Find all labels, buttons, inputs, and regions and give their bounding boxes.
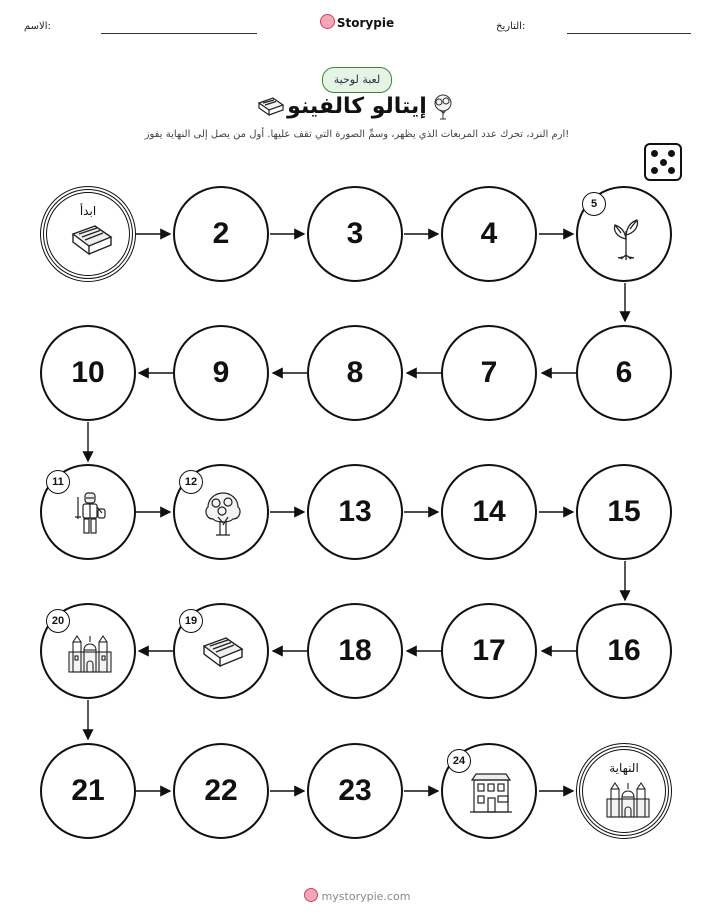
dice-pip bbox=[651, 150, 658, 157]
finish-label: النهاية bbox=[609, 761, 639, 775]
space-number: 23 bbox=[338, 774, 372, 807]
board-space-13[interactable] bbox=[307, 464, 403, 560]
dice-pip bbox=[668, 167, 675, 174]
space-number-badge: 19 bbox=[179, 609, 203, 633]
dice-pip bbox=[660, 159, 667, 166]
board-space-9[interactable] bbox=[173, 325, 269, 421]
board-space-20[interactable] bbox=[40, 603, 136, 699]
space-number: 3 bbox=[346, 217, 364, 250]
space-number: 10 bbox=[71, 356, 105, 389]
board-space-7[interactable] bbox=[441, 325, 537, 421]
board-space-12[interactable] bbox=[173, 464, 269, 560]
board-space-8[interactable] bbox=[307, 325, 403, 421]
board-space-11[interactable] bbox=[40, 464, 136, 560]
brand-logo bbox=[0, 14, 714, 30]
space-number: 16 bbox=[607, 634, 641, 667]
space-number-badge: 11 bbox=[46, 470, 70, 494]
dice-icon bbox=[644, 143, 682, 181]
space-number-badge: 24 bbox=[447, 749, 471, 773]
space-number-badge: 20 bbox=[46, 609, 70, 633]
space-number: 7 bbox=[480, 356, 498, 389]
board-space-18[interactable] bbox=[307, 603, 403, 699]
board-space-14[interactable] bbox=[441, 464, 537, 560]
knight-icon bbox=[65, 489, 115, 539]
board-space-4[interactable] bbox=[441, 186, 537, 282]
space-number: 8 bbox=[346, 356, 364, 389]
name-field[interactable] bbox=[101, 33, 257, 34]
board-space-22[interactable] bbox=[173, 743, 269, 839]
tree-icon bbox=[430, 93, 456, 121]
space-number: 18 bbox=[338, 634, 372, 667]
board-space-21[interactable] bbox=[40, 743, 136, 839]
brand-name: Storypie bbox=[336, 16, 395, 30]
space-number: 17 bbox=[472, 634, 506, 667]
board-space-6[interactable] bbox=[576, 325, 672, 421]
board-space-17[interactable] bbox=[441, 603, 537, 699]
board-space-2[interactable] bbox=[173, 186, 269, 282]
space-number: 15 bbox=[607, 495, 641, 528]
start-label: ابدأ bbox=[79, 204, 97, 218]
castle-icon bbox=[603, 777, 653, 827]
space-number: 14 bbox=[472, 495, 506, 528]
space-number: 22 bbox=[204, 774, 238, 807]
space-number-badge: 12 bbox=[179, 470, 203, 494]
board-space-5[interactable] bbox=[576, 186, 672, 282]
start-space[interactable] bbox=[40, 186, 136, 282]
pig-icon bbox=[320, 14, 335, 29]
footer bbox=[0, 888, 714, 903]
board-space-23[interactable] bbox=[307, 743, 403, 839]
sprout-icon bbox=[601, 211, 651, 261]
tree-icon bbox=[198, 489, 248, 539]
book-icon bbox=[67, 220, 117, 270]
building-icon bbox=[466, 768, 516, 818]
dice-pip bbox=[668, 150, 675, 157]
name-label: الاسم: bbox=[24, 21, 51, 32]
dice-pip bbox=[651, 167, 658, 174]
board-space-3[interactable] bbox=[307, 186, 403, 282]
castle-icon bbox=[65, 628, 115, 678]
finish-space[interactable] bbox=[576, 743, 672, 839]
pig-icon bbox=[304, 888, 318, 902]
space-number: 13 bbox=[338, 495, 372, 528]
instructions: ارم النرد، تحرك عدد المربعات الذي يظهر، وسمِّ الصورة التي تقف عليها. أول من يصل إلى النهاية يفوز! bbox=[144, 129, 570, 140]
space-number: 2 bbox=[212, 217, 230, 250]
book-icon bbox=[198, 628, 248, 678]
footer-url[interactable]: mystorypie.com bbox=[321, 890, 411, 903]
space-number: 4 bbox=[480, 217, 498, 250]
game-type-badge: لعبة لوحية bbox=[322, 67, 392, 93]
board-space-24[interactable] bbox=[441, 743, 537, 839]
space-number: 21 bbox=[71, 774, 105, 807]
board-space-19[interactable] bbox=[173, 603, 269, 699]
board-space-10[interactable] bbox=[40, 325, 136, 421]
date-field[interactable] bbox=[567, 33, 691, 34]
space-number: 6 bbox=[615, 356, 633, 389]
board-space-16[interactable] bbox=[576, 603, 672, 699]
page-title: إيتالو كالفينو bbox=[287, 94, 427, 119]
space-number-badge: 5 bbox=[582, 192, 606, 216]
space-number: 9 bbox=[212, 356, 230, 389]
date-label: التاريخ: bbox=[496, 21, 526, 32]
board-space-15[interactable] bbox=[576, 464, 672, 560]
